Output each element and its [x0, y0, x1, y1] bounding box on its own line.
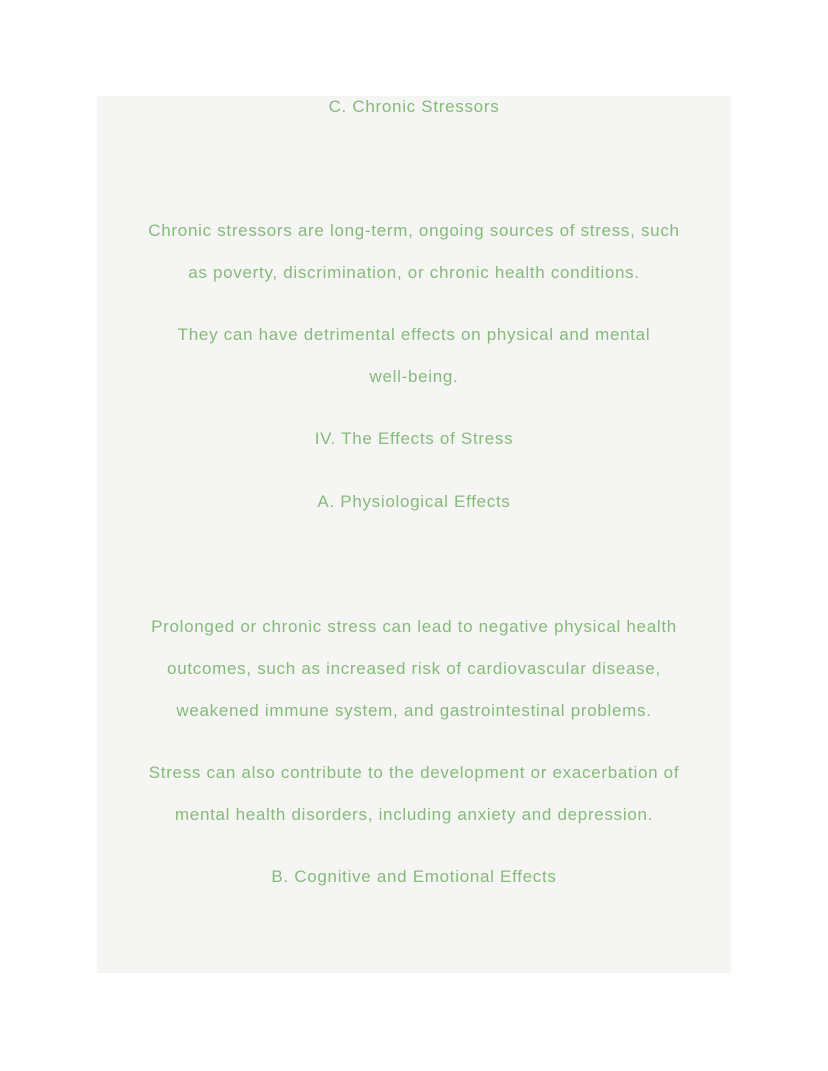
heading-effects-of-stress[interactable]	[97, 418, 731, 460]
paragraph-line: well-being.	[369, 367, 459, 386]
paragraph-mental-health-disorders[interactable]	[97, 752, 731, 836]
heading-text: C. Chronic Stressors	[328, 97, 500, 116]
paragraph-line: as poverty, discrimination, or chronic health conditions.	[188, 263, 640, 282]
paragraph-line: outcomes, such as increased risk of cardiovascular disease,	[167, 659, 661, 678]
paragraph-line: Prolonged or chronic stress can lead to negative physical health	[151, 617, 677, 636]
paragraph-line: weakened immune system, and gastrointestinal problems.	[176, 701, 652, 720]
paragraph-line: They can have detrimental effects on physical and mental	[177, 325, 651, 344]
paragraph-physical-health-outcomes[interactable]	[97, 606, 731, 732]
heading-text: IV. The Effects of Stress	[314, 429, 514, 448]
paragraph-line: mental health disorders, including anxiety and depression.	[174, 805, 654, 824]
heading-physiological-effects[interactable]	[97, 481, 731, 523]
heading-text: B. Cognitive and Emotional Effects	[271, 867, 557, 886]
paragraph-line: Chronic stressors are long-term, ongoing sources of stress, such	[148, 221, 680, 240]
document-page[interactable]	[97, 96, 731, 973]
heading-text: A. Physiological Effects	[317, 492, 511, 511]
heading-cognitive-emotional-effects[interactable]	[97, 856, 731, 898]
heading-chronic-stressors[interactable]	[97, 86, 731, 128]
paragraph-detrimental-effects[interactable]	[97, 314, 731, 398]
paragraph-chronic-stressors-definition[interactable]	[97, 210, 731, 294]
paragraph-line: Stress can also contribute to the development or exacerbation of	[148, 763, 680, 782]
